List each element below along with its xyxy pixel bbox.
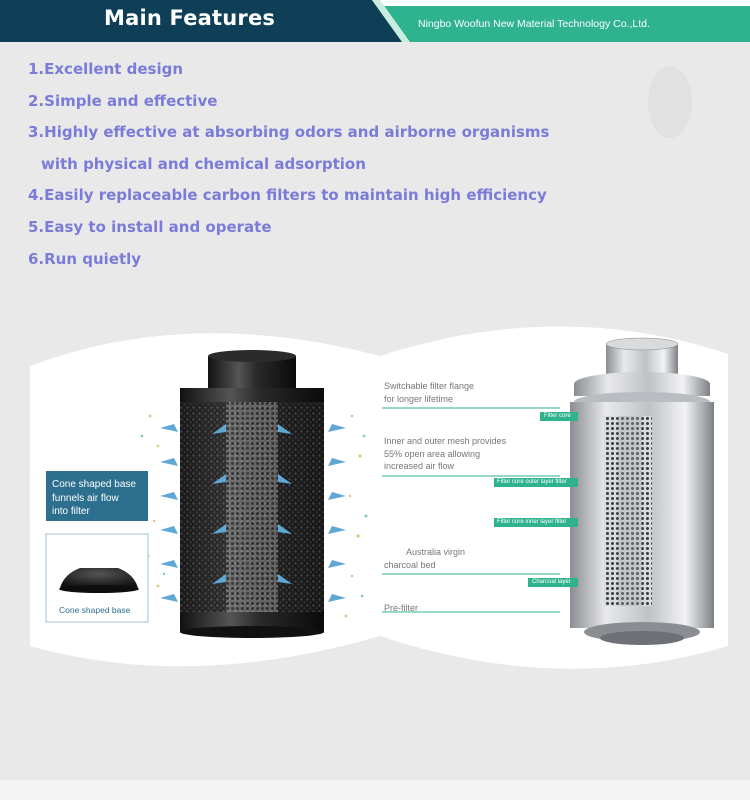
label-flange	[384, 380, 474, 405]
cone-info-line: funnels air flow	[52, 492, 119, 504]
feature-item: 2.Simple and effective	[28, 91, 218, 110]
carbon-filter-cutaway	[570, 338, 714, 645]
label-line: for longer lifetime	[384, 393, 454, 404]
bottom-strip	[0, 780, 750, 800]
feature-item: 4.Easily replaceable carbon filters to maintain high efficiency	[28, 186, 547, 205]
feature-item: with physical and chemical adsorption	[41, 154, 366, 173]
label-line: Australia virgin	[406, 547, 466, 557]
page-title: Main Features	[104, 6, 276, 30]
feature-item: 1.Excellent design	[28, 60, 184, 78]
tag-text: Filter core outer layer filter	[497, 479, 567, 485]
cone-caption: Cone shaped base	[59, 605, 131, 615]
label-line: Pre-filter	[384, 603, 419, 613]
feature-item: 3.Highly effective at absorbing odors and airborne organisms	[28, 123, 550, 142]
decorative-shadow	[640, 62, 700, 142]
label-mesh	[384, 435, 506, 473]
tag-text: Charcoal layer	[532, 579, 571, 585]
label-prefilter	[384, 602, 418, 615]
label-line: charcoal bed	[384, 559, 436, 570]
label-line: Inner and outer mesh provides	[384, 436, 507, 446]
header-banner	[0, 0, 750, 42]
label-line: Switchable filter flange	[384, 381, 475, 391]
label-line: 55% open area allowing	[384, 448, 481, 459]
company-name: Ningbo Woofun New Material Technology Co.,Ltd.	[418, 18, 650, 30]
feature-item: 5.Easy to install and operate	[28, 217, 272, 236]
tag-text: Filter core inner layer filter	[497, 519, 567, 525]
feature-list	[28, 58, 549, 279]
cone-info-line: Cone shaped base	[52, 479, 136, 490]
cone-info-line: into filter	[52, 506, 90, 517]
feature-item: 6.Run quietly	[28, 249, 142, 268]
cone-info-text	[52, 478, 136, 519]
label-charcoal	[384, 546, 465, 571]
label-line: increased air flow	[384, 461, 455, 471]
tag-text: Filter core	[544, 413, 571, 419]
